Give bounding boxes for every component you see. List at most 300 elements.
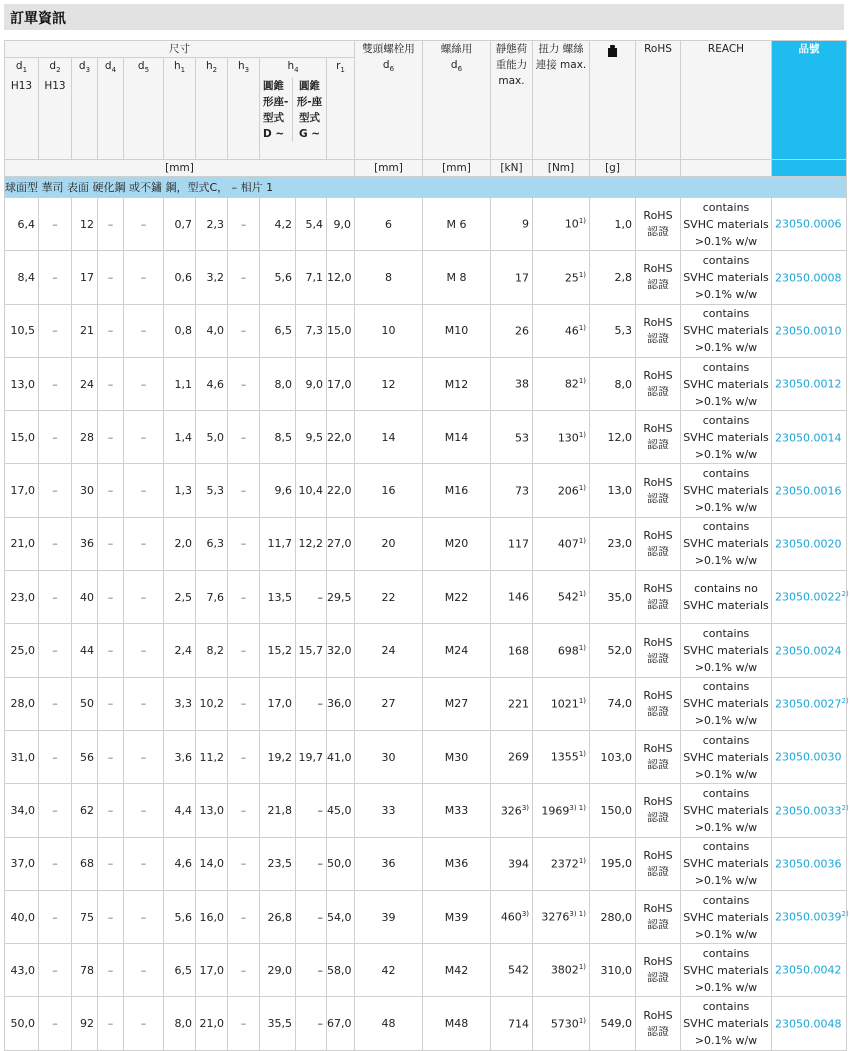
cell-d3: 28 xyxy=(72,411,98,464)
cell-h2: 5,3 xyxy=(196,464,228,517)
cell-d1: 23,0 xyxy=(5,571,39,624)
cell-d6b: M14 xyxy=(423,411,491,464)
cell-rohs: RoHS 認證 xyxy=(636,890,681,943)
table-row xyxy=(5,464,847,517)
header-d5: $d_5$ xyxy=(124,58,164,160)
section-title-bar xyxy=(4,4,844,30)
cell-r1: 32,0 xyxy=(327,624,355,677)
header-d2: $d_2$ H13 xyxy=(39,58,72,160)
cell-weight: 310,0 xyxy=(590,944,636,997)
cell-rohs: RoHS 認證 xyxy=(636,198,681,251)
cell-rohs: RoHS 認證 xyxy=(636,624,681,677)
cell-d6b: M 6 xyxy=(423,198,491,251)
cell-load: 221 xyxy=(491,677,533,730)
cell-h4g: – xyxy=(296,571,327,624)
cell-d6b: M16 xyxy=(423,464,491,517)
cell-d4: – xyxy=(98,624,124,677)
cell-h2: 7,6 xyxy=(196,571,228,624)
header-static-load: 靜態荷重能力 max. xyxy=(491,41,533,160)
cell-reach: contains SVHC materials >0.1% w/w xyxy=(681,997,772,1050)
cell-load: 9 xyxy=(491,198,533,251)
cell-d6b: M10 xyxy=(423,304,491,357)
cell-h4g: 7,3 xyxy=(296,304,327,357)
table-row xyxy=(5,837,847,890)
cell-d3: 44 xyxy=(72,624,98,677)
cell-r1: 45,0 xyxy=(327,784,355,837)
cell-d5: – xyxy=(124,997,164,1050)
cell-d4: – xyxy=(98,784,124,837)
table-row xyxy=(5,997,847,1050)
cell-d5: – xyxy=(124,837,164,890)
cell-h2: 17,0 xyxy=(196,944,228,997)
cell-reach: contains SVHC materials >0.1% w/w xyxy=(681,837,772,890)
cell-d2: – xyxy=(39,198,72,251)
cell-rohs: RoHS 認證 xyxy=(636,411,681,464)
cell-d2: – xyxy=(39,837,72,890)
part-number-link[interactable]: 23050.0008 xyxy=(772,251,847,304)
cell-d3: 17 xyxy=(72,251,98,304)
cell-torque: 10$^{1)}$ xyxy=(533,198,590,251)
cell-d5: – xyxy=(124,624,164,677)
cell-torque: 46$^{1)}$ xyxy=(533,304,590,357)
cell-d2: – xyxy=(39,411,72,464)
part-number-link[interactable]: 23050.0033$^{2)}$ xyxy=(772,784,847,837)
cell-d6a: 20 xyxy=(355,517,423,570)
part-number-link[interactable]: 23050.0006 xyxy=(772,198,847,251)
cell-d6a: 22 xyxy=(355,571,423,624)
part-number-link[interactable]: 23050.0036 xyxy=(772,837,847,890)
cell-d6a: 12 xyxy=(355,357,423,410)
cell-h4d: 8,5 xyxy=(260,411,296,464)
cell-d4: – xyxy=(98,411,124,464)
cell-d5: – xyxy=(124,357,164,410)
cell-d5: – xyxy=(124,464,164,517)
cell-h1: 1,4 xyxy=(164,411,196,464)
cell-weight: 52,0 xyxy=(590,624,636,677)
cell-d6b: M20 xyxy=(423,517,491,570)
cell-d4: – xyxy=(98,837,124,890)
header-d4: $d_4$ xyxy=(98,58,124,160)
cell-r1: 27,0 xyxy=(327,517,355,570)
cell-h2: 5,0 xyxy=(196,411,228,464)
cell-load: 38 xyxy=(491,357,533,410)
cell-d5: – xyxy=(124,411,164,464)
part-number-link[interactable]: 23050.0020 xyxy=(772,517,847,570)
cell-d6a: 24 xyxy=(355,624,423,677)
table-row xyxy=(5,784,847,837)
cell-h3: – xyxy=(228,944,260,997)
cell-torque: 542$^{1)}$ xyxy=(533,571,590,624)
cell-rohs: RoHS 認證 xyxy=(636,571,681,624)
cell-h4d: 15,2 xyxy=(260,624,296,677)
cell-weight: 2,8 xyxy=(590,251,636,304)
cell-d2: – xyxy=(39,624,72,677)
part-number-link[interactable]: 23050.0042 xyxy=(772,944,847,997)
cell-d1: 6,4 xyxy=(5,198,39,251)
cell-d2: – xyxy=(39,571,72,624)
page-title: 訂單資訊 xyxy=(10,11,66,27)
header-h2: $h_2$ xyxy=(196,58,228,160)
cell-torque: 698$^{1)}$ xyxy=(533,624,590,677)
cell-h2: 4,6 xyxy=(196,357,228,410)
cell-load: 269 xyxy=(491,730,533,783)
cell-h1: 0,6 xyxy=(164,251,196,304)
cell-h4g: – xyxy=(296,837,327,890)
cell-h4g: 5,4 xyxy=(296,198,327,251)
cell-torque: $3276^{3) 1)}$ xyxy=(533,890,590,943)
table-row xyxy=(5,517,847,570)
cell-reach: contains SVHC materials >0.1% w/w xyxy=(681,251,772,304)
cell-d6b: M48 xyxy=(423,997,491,1050)
cell-h4d: 5,6 xyxy=(260,251,296,304)
cell-r1: 15,0 xyxy=(327,304,355,357)
cell-d6b: M39 xyxy=(423,890,491,943)
cell-d5: – xyxy=(124,571,164,624)
cell-h4d: 17,0 xyxy=(260,677,296,730)
header-h4-type-d: 圓錐形座-型式D ~ xyxy=(263,80,289,141)
cell-load: 394 xyxy=(491,837,533,890)
cell-d4: – xyxy=(98,730,124,783)
cell-weight: 13,0 xyxy=(590,464,636,517)
cell-weight: 195,0 xyxy=(590,837,636,890)
cell-rohs: RoHS 認證 xyxy=(636,357,681,410)
cell-h3: – xyxy=(228,677,260,730)
cell-weight: 280,0 xyxy=(590,890,636,943)
cell-h3: – xyxy=(228,198,260,251)
cell-d3: 56 xyxy=(72,730,98,783)
cell-d1: 43,0 xyxy=(5,944,39,997)
cell-d6a: 6 xyxy=(355,198,423,251)
cell-torque: 5730$^{1)}$ xyxy=(533,997,590,1050)
cell-d2: – xyxy=(39,890,72,943)
cell-h4d: 8,0 xyxy=(260,357,296,410)
cell-torque: $1969^{3) 1)}$ xyxy=(533,784,590,837)
cell-d2: – xyxy=(39,677,72,730)
cell-h2: 6,3 xyxy=(196,517,228,570)
cell-rohs: RoHS 認證 xyxy=(636,251,681,304)
cell-d3: 36 xyxy=(72,517,98,570)
cell-h2: 13,0 xyxy=(196,784,228,837)
cell-d5: – xyxy=(124,304,164,357)
cell-h4d: 11,7 xyxy=(260,517,296,570)
header-thread: 螺絲用 $d_6$ xyxy=(423,41,491,160)
cell-weight: 8,0 xyxy=(590,357,636,410)
cell-h3: – xyxy=(228,304,260,357)
cell-d6b: M24 xyxy=(423,624,491,677)
part-number-link[interactable]: 23050.0016 xyxy=(772,464,847,517)
cell-d1: 25,0 xyxy=(5,624,39,677)
cell-d4: – xyxy=(98,517,124,570)
cell-reach: contains SVHC materials >0.1% w/w xyxy=(681,944,772,997)
cell-load: 53 xyxy=(491,411,533,464)
cell-weight: 549,0 xyxy=(590,997,636,1050)
cell-d5: – xyxy=(124,677,164,730)
cell-d6b: M 8 xyxy=(423,251,491,304)
table-row xyxy=(5,411,847,464)
header-double-bolt: 雙頭螺栓用 $d_6$ xyxy=(355,41,423,160)
cell-d1: 50,0 xyxy=(5,997,39,1050)
cell-d6a: 33 xyxy=(355,784,423,837)
cell-torque: 206$^{1)}$ xyxy=(533,464,590,517)
cell-reach: contains SVHC materials >0.1% w/w xyxy=(681,464,772,517)
cell-d1: 31,0 xyxy=(5,730,39,783)
cell-weight: 74,0 xyxy=(590,677,636,730)
cell-d3: 30 xyxy=(72,464,98,517)
cell-h2: 8,2 xyxy=(196,624,228,677)
cell-reach: contains SVHC materials >0.1% w/w xyxy=(681,624,772,677)
cell-h3: – xyxy=(228,730,260,783)
header-torque: 扭力 螺絲 連接 max. xyxy=(533,41,590,160)
cell-h4d: 29,0 xyxy=(260,944,296,997)
cell-d1: 10,5 xyxy=(5,304,39,357)
header-h3: $h_3$ xyxy=(228,58,260,160)
header-rohs: RoHS xyxy=(636,41,681,160)
cell-d2: – xyxy=(39,251,72,304)
cell-d5: – xyxy=(124,517,164,570)
cell-rohs: RoHS 認證 xyxy=(636,517,681,570)
cell-load: 117 xyxy=(491,517,533,570)
header-r1: $r_1$ xyxy=(327,58,355,160)
cell-torque: 82$^{1)}$ xyxy=(533,357,590,410)
header-h4-type-g: 圓錐形-座型式G ~ xyxy=(292,78,326,142)
cell-h4d: 35,5 xyxy=(260,997,296,1050)
cell-reach: contains SVHC materials >0.1% w/w xyxy=(681,890,772,943)
cell-reach: contains SVHC materials >0.1% w/w xyxy=(681,411,772,464)
cell-h4g: – xyxy=(296,997,327,1050)
cell-d6a: 8 xyxy=(355,251,423,304)
cell-r1: 58,0 xyxy=(327,944,355,997)
unit-dimensions: [mm] xyxy=(5,160,355,177)
section-header: 球面型 華司 表面 硬化鋼 或不鏽 鋼，型式C， – 相片 1 xyxy=(5,177,847,198)
weight-icon xyxy=(608,45,617,57)
part-number-link[interactable]: 23050.0048 xyxy=(772,997,847,1050)
cell-reach: contains SVHC materials >0.1% w/w xyxy=(681,784,772,837)
cell-d1: 17,0 xyxy=(5,464,39,517)
part-number-link[interactable]: 23050.0024 xyxy=(772,624,847,677)
cell-h4g: 15,7 xyxy=(296,624,327,677)
cell-d1: 21,0 xyxy=(5,517,39,570)
cell-h1: 1,1 xyxy=(164,357,196,410)
cell-d6b: M33 xyxy=(423,784,491,837)
cell-d2: – xyxy=(39,997,72,1050)
cell-torque: 3802$^{1)}$ xyxy=(533,944,590,997)
cell-h3: – xyxy=(228,571,260,624)
cell-h3: – xyxy=(228,890,260,943)
cell-h3: – xyxy=(228,837,260,890)
table-row xyxy=(5,198,847,251)
part-number-link[interactable]: 23050.0012 xyxy=(772,357,847,410)
cell-r1: 29,5 xyxy=(327,571,355,624)
header-d3: $d_3$ xyxy=(72,58,98,160)
cell-torque: 407$^{1)}$ xyxy=(533,517,590,570)
unit-torque: [Nm] xyxy=(533,160,590,177)
cell-d2: – xyxy=(39,730,72,783)
cell-d3: 50 xyxy=(72,677,98,730)
header-d1: $d_1$ H13 xyxy=(5,58,39,160)
part-number-link[interactable]: 23050.0010 xyxy=(772,304,847,357)
cell-d4: – xyxy=(98,357,124,410)
cell-d4: – xyxy=(98,304,124,357)
cell-h4g: 12,2 xyxy=(296,517,327,570)
cell-h3: – xyxy=(228,624,260,677)
cell-h1: 6,5 xyxy=(164,944,196,997)
cell-d5: – xyxy=(124,198,164,251)
part-number-link[interactable]: 23050.0030 xyxy=(772,730,847,783)
cell-d3: 12 xyxy=(72,198,98,251)
cell-h3: – xyxy=(228,997,260,1050)
table-row xyxy=(5,944,847,997)
cell-h4d: 9,6 xyxy=(260,464,296,517)
cell-d6a: 16 xyxy=(355,464,423,517)
cell-d6a: 27 xyxy=(355,677,423,730)
cell-h4d: 13,5 xyxy=(260,571,296,624)
cell-h2: 4,0 xyxy=(196,304,228,357)
cell-r1: 41,0 xyxy=(327,730,355,783)
cell-d3: 75 xyxy=(72,890,98,943)
cell-d6b: M30 xyxy=(423,730,491,783)
cell-r1: 54,0 xyxy=(327,890,355,943)
cell-d3: 24 xyxy=(72,357,98,410)
cell-h1: 3,3 xyxy=(164,677,196,730)
cell-rohs: RoHS 認證 xyxy=(636,464,681,517)
part-number-link[interactable]: 23050.0022$^{2)}$ xyxy=(772,571,847,624)
cell-load: 146 xyxy=(491,571,533,624)
cell-d2: – xyxy=(39,464,72,517)
cell-rohs: RoHS 認證 xyxy=(636,837,681,890)
cell-d4: – xyxy=(98,997,124,1050)
cell-d2: – xyxy=(39,784,72,837)
cell-d2: – xyxy=(39,944,72,997)
cell-d4: – xyxy=(98,251,124,304)
cell-d6b: M27 xyxy=(423,677,491,730)
header-weight xyxy=(590,41,636,160)
cell-d5: – xyxy=(124,784,164,837)
cell-load: 73 xyxy=(491,464,533,517)
cell-d3: 78 xyxy=(72,944,98,997)
cell-load: 714 xyxy=(491,997,533,1050)
cell-load: 460$^{3)}$ xyxy=(491,890,533,943)
cell-r1: 12,0 xyxy=(327,251,355,304)
cell-weight: 150,0 xyxy=(590,784,636,837)
cell-reach: contains no SVHC materials xyxy=(681,571,772,624)
cell-d4: – xyxy=(98,198,124,251)
cell-h4g: 7,1 xyxy=(296,251,327,304)
cell-h4g: – xyxy=(296,944,327,997)
cell-d1: 34,0 xyxy=(5,784,39,837)
cell-reach: contains SVHC materials >0.1% w/w xyxy=(681,730,772,783)
header-dimensions: 尺寸 xyxy=(5,41,355,58)
table-row xyxy=(5,730,847,783)
unit-load: [kN] xyxy=(491,160,533,177)
cell-r1: 50,0 xyxy=(327,837,355,890)
cell-h2: 10,2 xyxy=(196,677,228,730)
cell-h2: 2,3 xyxy=(196,198,228,251)
table-row xyxy=(5,624,847,677)
cell-weight: 23,0 xyxy=(590,517,636,570)
cell-d4: – xyxy=(98,571,124,624)
cell-r1: 67,0 xyxy=(327,997,355,1050)
cell-d2: – xyxy=(39,357,72,410)
cell-d3: 92 xyxy=(72,997,98,1050)
cell-torque: 1021$^{1)}$ xyxy=(533,677,590,730)
cell-d5: – xyxy=(124,944,164,997)
cell-h1: 2,5 xyxy=(164,571,196,624)
table-row xyxy=(5,357,847,410)
cell-rohs: RoHS 認證 xyxy=(636,730,681,783)
cell-d4: – xyxy=(98,890,124,943)
cell-d5: – xyxy=(124,251,164,304)
cell-d1: 37,0 xyxy=(5,837,39,890)
cell-h4g: 9,5 xyxy=(296,411,327,464)
cell-h1: 0,7 xyxy=(164,198,196,251)
cell-d6b: M36 xyxy=(423,837,491,890)
cell-load: 326$^{3)}$ xyxy=(491,784,533,837)
cell-d2: – xyxy=(39,517,72,570)
part-number-link[interactable]: 23050.0014 xyxy=(772,411,847,464)
cell-rohs: RoHS 認證 xyxy=(636,784,681,837)
cell-d6b: M42 xyxy=(423,944,491,997)
cell-h1: 3,6 xyxy=(164,730,196,783)
cell-d6a: 39 xyxy=(355,890,423,943)
cell-d3: 68 xyxy=(72,837,98,890)
cell-rohs: RoHS 認證 xyxy=(636,944,681,997)
cell-h1: 2,0 xyxy=(164,517,196,570)
cell-r1: 22,0 xyxy=(327,464,355,517)
cell-weight: 35,0 xyxy=(590,571,636,624)
cell-weight: 12,0 xyxy=(590,411,636,464)
cell-torque: 130$^{1)}$ xyxy=(533,411,590,464)
header-h4: $h_4$ 圓錐形座-型式D ~ 圓錐形-座型式G ~ xyxy=(260,58,327,160)
cell-h2: 21,0 xyxy=(196,997,228,1050)
cell-reach: contains SVHC materials >0.1% w/w xyxy=(681,304,772,357)
cell-h4d: 26,8 xyxy=(260,890,296,943)
cell-reach: contains SVHC materials >0.1% w/w xyxy=(681,198,772,251)
unit-double-bolt: [mm] xyxy=(355,160,423,177)
unit-weight: [g] xyxy=(590,160,636,177)
cell-h4g: 10,4 xyxy=(296,464,327,517)
cell-r1: 9,0 xyxy=(327,198,355,251)
cell-h1: 1,3 xyxy=(164,464,196,517)
cell-d5: – xyxy=(124,890,164,943)
cell-h4g: 19,7 xyxy=(296,730,327,783)
cell-weight: 103,0 xyxy=(590,730,636,783)
table-row xyxy=(5,304,847,357)
cell-d3: 40 xyxy=(72,571,98,624)
cell-h4g: – xyxy=(296,784,327,837)
cell-reach: contains SVHC materials >0.1% w/w xyxy=(681,677,772,730)
cell-h2: 14,0 xyxy=(196,837,228,890)
cell-torque: 25$^{1)}$ xyxy=(533,251,590,304)
cell-load: 17 xyxy=(491,251,533,304)
order-table xyxy=(4,40,847,1051)
cell-d1: 40,0 xyxy=(5,890,39,943)
cell-h1: 2,4 xyxy=(164,624,196,677)
part-number-link[interactable]: 23050.0027$^{2)}$ xyxy=(772,677,847,730)
table-row xyxy=(5,571,847,624)
cell-h1: 4,4 xyxy=(164,784,196,837)
cell-torque: 1355$^{1)}$ xyxy=(533,730,590,783)
cell-d6a: 10 xyxy=(355,304,423,357)
part-number-link[interactable]: 23050.0039$^{2)}$ xyxy=(772,890,847,943)
cell-r1: 17,0 xyxy=(327,357,355,410)
header-h1: $h_1$ xyxy=(164,58,196,160)
cell-load: 168 xyxy=(491,624,533,677)
cell-load: 542 xyxy=(491,944,533,997)
cell-h4g: – xyxy=(296,677,327,730)
cell-h3: – xyxy=(228,251,260,304)
cell-h3: – xyxy=(228,411,260,464)
cell-d5: – xyxy=(124,730,164,783)
